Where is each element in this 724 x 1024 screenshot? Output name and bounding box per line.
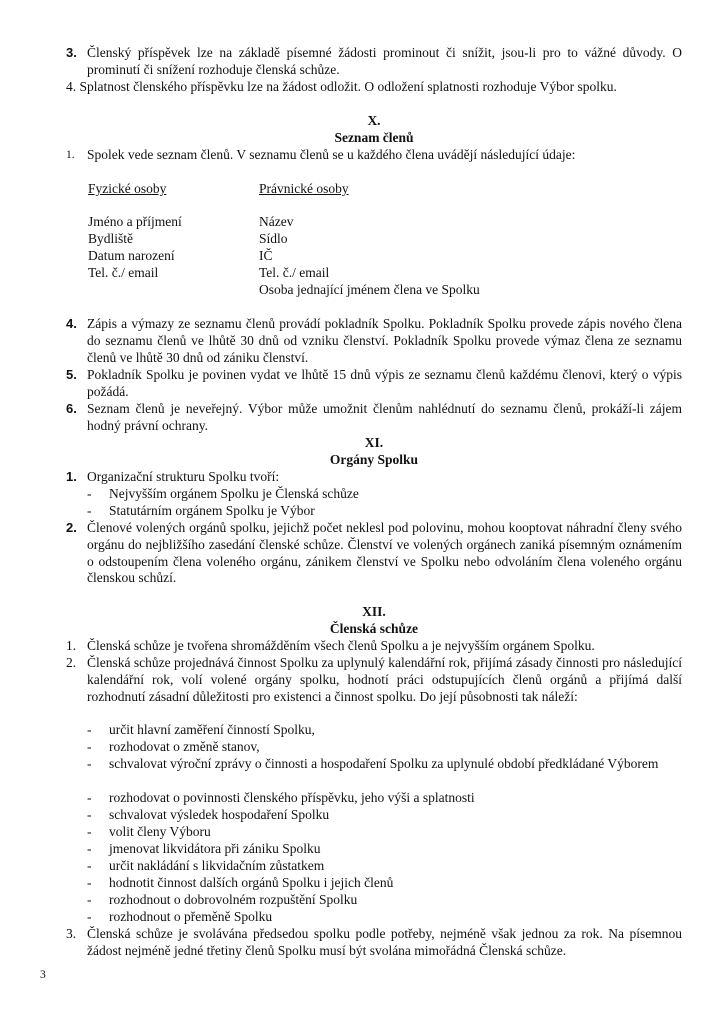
paragraph-4	[66, 79, 682, 96]
bullet-item: - rozhodovat o povinnosti členského příspěvku, jeho výši a splatnosti	[66, 790, 682, 807]
list-item	[66, 469, 682, 486]
paragraph-text: Zápis a výmazy ze seznamu členů provádí pokladník Spolku. Pokladník Spolku provede zápis nového člena do seznamu členů ve lhůtě 30 dnů od vzniku členství. Pokladník Spolku provede výmaz člena ze seznamu členů ve lhůtě 30 dnů od zániku členství.	[87, 316, 682, 365]
bullet-item: - schvalovat výroční zprávy o činnosti a hospodaření Spolku za uplynulé období předkládané Výborem	[66, 756, 682, 773]
section-title: Orgány Spolku	[329, 452, 419, 467]
list-item	[66, 401, 682, 435]
field-label: Sídlo	[259, 231, 288, 246]
bullet-item: - hodnotit činnost dalších orgánů Spolku i jejich členů	[66, 875, 682, 892]
item-number: 6.	[66, 401, 77, 416]
bullet-text: jmenovat likvidátora při zániku Spolku	[109, 841, 321, 856]
field-label: Bydliště	[88, 231, 134, 246]
section-number: XII.	[362, 604, 386, 619]
paragraph-text: Organizační strukturu Spolku tvoří:	[87, 469, 280, 484]
bullet-text: rozhodovat o povinnosti členského příspěvku, jeho výši a splatnosti	[109, 790, 475, 805]
field-label: Osoba jednající jménem člena ve Spolku	[259, 282, 480, 297]
list-item	[66, 520, 682, 587]
bullet-item: - rozhodnout o dobrovolném rozpuštění Spolku	[66, 892, 682, 909]
list-item	[66, 147, 682, 164]
bullet-text: Statutárním orgánem Spolku je Výbor	[109, 503, 315, 518]
bullet-item: - určit nakládání s likvidačním zůstatkem	[66, 858, 682, 875]
section-title: Seznam členů	[334, 130, 414, 145]
bullet-text: rozhodovat o změně stanov,	[109, 739, 260, 754]
section-title: Členská schůze	[329, 621, 419, 636]
field-label: Tel. č./ email	[88, 265, 159, 280]
section-number: XI.	[364, 435, 384, 450]
bullet-text: volit členy Výboru	[109, 824, 211, 839]
section-number: X.	[367, 113, 381, 128]
item-number: 1.	[66, 638, 77, 653]
bullet-text: schvalovat výsledek hospodaření Spolku	[109, 807, 330, 822]
list-item	[66, 367, 682, 401]
bullet-text: Nejvyšším orgánem Spolku je Členská schůze	[109, 486, 359, 501]
field-label: Tel. č./ email	[259, 265, 330, 280]
item-number: 3.	[66, 926, 77, 941]
page-number: 3	[40, 969, 46, 981]
column-heading: Fyzické osoby	[88, 181, 167, 196]
bullet-text: určit nakládání s likvidačním zůstatkem	[109, 858, 325, 873]
bullet-text: rozhodnout o dobrovolném rozpuštění Spolku	[109, 892, 358, 907]
paragraph-text: Členská schůze je svolávána předsedou spolku podle potřeby, nejméně však jednou za rok. Na písemnou žádost nejméně jedné třetiny členů Spolku musí být svolána mimořádná Členská schůze.	[87, 926, 682, 958]
paragraph-text: Členská schůze je tvořena shromážděním všech členů Spolku a je nejvyšším orgánem Spolku.	[87, 638, 595, 653]
column-heading: Právnické osoby	[259, 181, 349, 196]
item-number: 2.	[66, 655, 77, 670]
item-number: 1.	[66, 469, 77, 484]
item-number: 4.	[66, 316, 77, 331]
field-label: IČ	[259, 248, 273, 263]
bullet-text: rozhodnout o přeměně Spolku	[109, 909, 273, 924]
paragraph-text: Spolek vede seznam členů. V seznamu členů se u každého člena uvádějí následující údaje:	[87, 147, 576, 162]
paragraph-text: Seznam členů je neveřejný. Výbor může umožnit členům nahlédnutí do seznamu členů, prokáží-li zájem hodný právní ochrany.	[87, 401, 682, 433]
item-number: 2.	[66, 520, 77, 535]
list-item	[66, 638, 682, 655]
paragraph-3	[66, 45, 682, 79]
paragraph-text: Pokladník Spolku je povinen vydat ve lhůtě 15 dnů výpis ze seznamu členů každému členovi, který o výpis požádá.	[87, 367, 682, 399]
paragraph-text: Členský příspěvek lze na základě písemné žádosti prominout či snížit, jsou-li pro to vážné důvody. O prominutí či snížení rozhoduje členská schůze.	[87, 45, 682, 77]
item-number: 1.	[66, 149, 75, 161]
bullet-item: - Nejvyšším orgánem Spolku je Členská schůze	[66, 486, 682, 503]
bullet-item: - jmenovat likvidátora při zániku Spolku	[66, 841, 682, 858]
bullet-text: schvalovat výroční zprávy o činnosti a hospodaření Spolku za uplynulé období předkládané Výborem	[109, 756, 659, 771]
item-number: 3.	[66, 45, 77, 60]
list-item	[66, 655, 682, 705]
bullet-text: hodnotit činnost dalších orgánů Spolku i jejich členů	[109, 875, 394, 890]
paragraph-text: 4. Splatnost členského příspěvku lze na žádost odložit. O odložení splatnosti rozhoduje Výbor spolku.	[66, 79, 617, 94]
bullet-item: - určit hlavní zaměření činností Spolku,	[66, 722, 682, 739]
list-item	[66, 316, 682, 366]
bullet-item: - Statutárním orgánem Spolku je Výbor	[66, 503, 682, 520]
field-label: Jméno a příjmení	[88, 214, 182, 229]
paragraph-text: Členové volených orgánů spolku, jejichž počet neklesl pod polovinu, mohou kooptovat náhradní členy svého orgánu do nejbližšího zasedání členské schůze. Členství ve volených orgánech zaniká písemným oznámením o odstoupením člena voleného orgánu, zánikem členství ve Spolku nebo odvoláním člena voleného orgánu členskou schůzí.	[87, 520, 682, 586]
bullet-item: - schvalovat výsledek hospodaření Spolku	[66, 807, 682, 824]
bullet-text: určit hlavní zaměření činností Spolku,	[109, 722, 315, 737]
field-label: Datum narození	[88, 248, 175, 263]
field-label: Název	[259, 214, 294, 229]
list-item	[66, 926, 682, 960]
bullet-item: - rozhodovat o změně stanov,	[66, 739, 682, 756]
item-number: 5.	[66, 367, 77, 382]
paragraph-text: Členská schůze projednává činnost Spolku za uplynulý kalendářní rok, přijímá zásady činnosti pro následující kalendářní rok, volí volené orgány spolku, hodnotí práci odstupujících členů orgánů a přijímá další rozhodnutí zásadní důležitosti pro existenci a činnost spolku. Do její působnosti tak náleží:	[87, 655, 682, 704]
bullet-item: - rozhodnout o přeměně Spolku	[66, 909, 682, 926]
bullet-item: - volit členy Výboru	[66, 824, 682, 841]
